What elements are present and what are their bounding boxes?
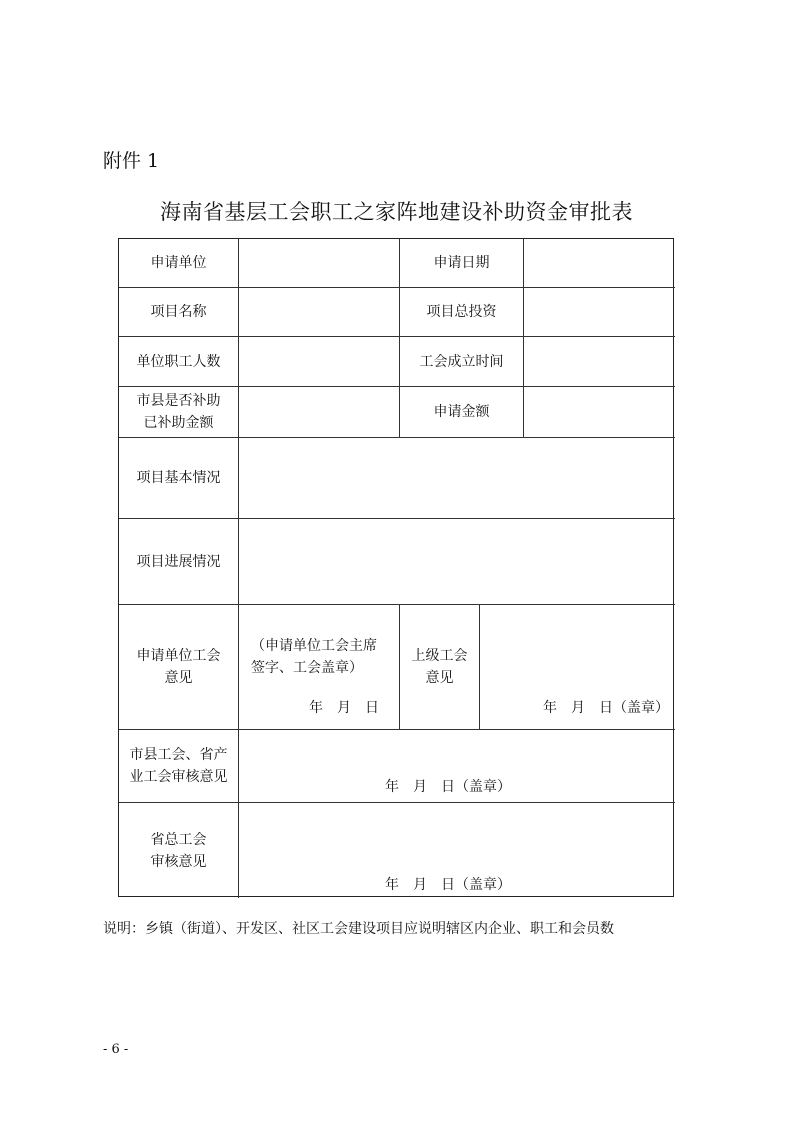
label-applicant-opinion: [119, 605, 239, 730]
label-text: 上级工会: [411, 648, 468, 664]
field-province-review[interactable]: [239, 803, 675, 898]
label-text: 市县是否补助: [136, 393, 221, 409]
field-applicant-opinion[interactable]: [239, 605, 400, 730]
label-text: 单位职工人数: [136, 353, 221, 370]
field-total-investment[interactable]: [524, 288, 675, 337]
label-text: 项目总投资: [426, 304, 497, 320]
label-text: 项目基本情况: [136, 470, 221, 486]
field-requested-amount[interactable]: [524, 387, 675, 438]
label-applicant-unit: [119, 239, 239, 288]
label-county-subsidy: [119, 387, 239, 438]
attachment-label: 附件 1: [103, 150, 160, 172]
field-progress[interactable]: [239, 519, 675, 605]
label-superior-opinion: [400, 605, 480, 730]
approval-form-table: [118, 238, 674, 897]
instruction-line: 签字、工会盖章）: [251, 660, 363, 676]
label-text: 申请日期: [433, 255, 490, 271]
date-seal-line: 年 月 日（盖章）: [385, 877, 511, 893]
label-text: 审核意见: [150, 853, 207, 870]
field-city-review[interactable]: [239, 730, 675, 803]
date-seal-line: 年 月 日（盖章）: [543, 700, 669, 716]
label-text: 项目进展情况: [136, 553, 221, 570]
label-application-date: [400, 239, 524, 288]
label-basic-info: [119, 438, 239, 519]
signature-instruction: [251, 635, 377, 679]
label-employee-count: [119, 337, 239, 387]
label-province-review: [119, 803, 239, 898]
label-city-review: [119, 730, 239, 803]
label-progress: [119, 519, 239, 605]
label-text: 申请单位工会: [136, 648, 221, 664]
form-title: 海南省基层工会职工之家阵地建设补助资金审批表: [160, 200, 633, 224]
label-text: 已补助金额: [143, 415, 214, 431]
field-superior-opinion[interactable]: [480, 605, 675, 730]
field-employee-count[interactable]: [239, 337, 400, 387]
label-text: 市县工会、省产: [129, 747, 228, 763]
label-text: 意见: [425, 670, 454, 686]
label-text: 工会成立时间: [419, 353, 504, 370]
label-requested-amount: [400, 387, 524, 438]
label-text: 申请单位: [150, 255, 207, 271]
field-application-date[interactable]: [524, 239, 675, 288]
field-applicant-unit[interactable]: [239, 239, 400, 288]
field-union-founded[interactable]: [524, 337, 675, 387]
instruction-line: （申请单位工会主席: [251, 638, 377, 654]
label-total-investment: [400, 288, 524, 337]
label-project-name: [119, 288, 239, 337]
footnote: 说明：乡镇（街道）、开发区、社区工会建设项目应说明辖区内企业、职工和会员数: [103, 921, 614, 937]
field-project-name[interactable]: [239, 288, 400, 337]
field-basic-info[interactable]: [239, 438, 675, 519]
date-line: 年 月 日: [309, 700, 379, 716]
label-union-founded: [400, 337, 524, 387]
label-text: 项目名称: [150, 304, 207, 320]
date-seal-line: 年 月 日（盖章）: [385, 779, 511, 795]
label-text: 意见: [164, 670, 193, 686]
label-text: 申请金额: [433, 404, 490, 420]
page-number: - 6 -: [103, 1042, 129, 1057]
label-text: 业工会审核意见: [129, 769, 228, 785]
label-text: 省总工会: [150, 831, 207, 848]
field-county-subsidy[interactable]: [239, 387, 400, 438]
